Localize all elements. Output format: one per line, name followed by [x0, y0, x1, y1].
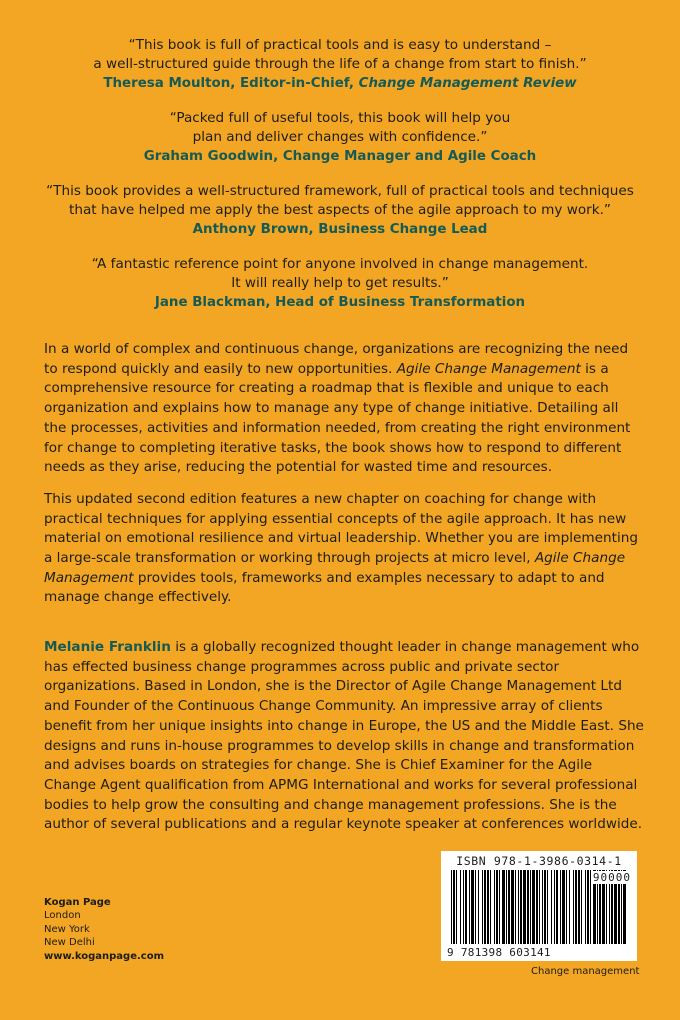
ean-digits: 9 781398 603141: [447, 946, 551, 959]
barcode-bar: [539, 870, 540, 944]
barcode-bar: [581, 870, 582, 944]
barcode-bar: [590, 870, 591, 944]
barcode-bar: [478, 870, 479, 944]
barcode-bar: [508, 870, 510, 944]
barcode-bar: [453, 870, 455, 944]
barcode-bar: [490, 870, 491, 944]
barcode-bar: [487, 870, 489, 944]
barcode-bar: [471, 870, 474, 944]
barcode-bar: [578, 870, 580, 944]
endorsement-4: [0, 255, 680, 312]
barcode-bar: [585, 870, 586, 944]
quote-attribution: Jane Blackman, Head of Business Transformation: [154, 295, 526, 310]
book-description: [44, 340, 644, 620]
barcode-bar: [484, 870, 486, 944]
barcode-bar: [506, 870, 507, 944]
barcode-bar: [451, 870, 452, 944]
author-name: Melanie Franklin: [44, 639, 171, 655]
quote-attribution: Theresa Moulton, Editor-in-Chief, Change Management Review: [103, 76, 577, 91]
barcode-bar: [569, 870, 570, 944]
category-label: Change management: [531, 966, 640, 977]
barcode-bar: [544, 870, 546, 944]
quote-attribution: Anthony Brown, Business Change Lead: [192, 222, 488, 237]
barcode-bar: [542, 870, 543, 944]
barcode-bar: [551, 870, 552, 944]
barcode-bar: [496, 870, 498, 944]
barcode-bar: [560, 870, 561, 944]
barcode-bar: [475, 870, 476, 944]
endorsement-1: [0, 36, 680, 93]
barcode-bar: [536, 870, 538, 944]
quote-attribution: Graham Goodwin, Change Manager and Agile Coach: [143, 149, 537, 164]
publisher-city: New York: [44, 923, 90, 935]
publisher-url: www.koganpage.com: [44, 950, 165, 962]
barcode-bar: [520, 870, 522, 944]
description-paragraph-2: This updated second edition features a new chapter on coaching for change with practical techniques for applying essential concepts of the agile approach. It has new material on emotional resilience and virtual leadership. Whether you are implementing a large-scale transformation or working through projects at micro level, Agile Change Management provides tools, frameworks and examples necessary to adapt to and manage change effectively.: [44, 490, 638, 606]
endorsements: [0, 36, 680, 328]
barcode-bar: [556, 870, 558, 944]
barcode-bar: [562, 870, 565, 944]
barcode-bar: [494, 870, 495, 944]
isbn-barcode: [441, 851, 637, 961]
quote-text: “This book provides a well-structured framework, full of practical tools and techniques that have helped me apply the best aspects of the agile approach to my work.”: [46, 183, 634, 218]
barcode-bar: [460, 870, 461, 944]
barcode-bar: [518, 870, 519, 944]
barcode-bar: [511, 870, 514, 944]
endorsement-2: [0, 109, 680, 166]
barcode-bar: [499, 870, 500, 944]
publisher-name: Kogan Page: [44, 897, 111, 908]
publisher-info: [44, 896, 164, 963]
publisher-city: London: [44, 910, 81, 922]
publication-title: Change Management Review: [358, 76, 577, 91]
barcode-bar: [482, 870, 483, 944]
barcode-bar: [523, 870, 526, 944]
barcode-bar: [463, 870, 464, 944]
barcode-bar: [530, 870, 531, 944]
endorsement-3: [0, 182, 680, 239]
barcode-bar: [456, 870, 457, 944]
description-paragraph-1: In a world of complex and continuous change, organizations are recognizing the need to respond quickly and easily to new opportunities. Agile Change Management is a comprehensive resource for creating a roadmap that is flexible and unique to each organization and explains how to manage any type of change initiative. Detailing all the processes, activities and information needed, from creating the right environment for change to completing iterative tasks, the book shows how to respond to different needs as they arise, reducing the potential for wasted time and resources.: [44, 341, 631, 476]
barcode-bar: [587, 870, 589, 944]
barcode-bar: [465, 870, 467, 944]
isbn-label: ISBN 978-1-3986-0314-1: [456, 854, 622, 868]
barcode-bar: [547, 870, 548, 944]
barcode-bar: [502, 870, 505, 944]
price-code: 90000: [592, 871, 631, 884]
quote-text: “This book is full of practical tools and is easy to understand – a well-structured guide through the life of a change from start to finish.”: [93, 37, 587, 72]
bio-text: is a globally recognized thought leader in change management who has effected business change programmes across public and private sector organizations. Based in London, she is the Director of Agile Change Management Ltd and Founder of the Continuous Change Community. An impressive array of clients benefit from her unique insights into change in Europe, the US and the Middle East. She designs and runs in-house programmes to develop skills in change and transformation and advises boards on strategies for change. She is Chief Examiner for the Agile Change Agent qualification from APMG International and works for several professional bodies to help grow the consulting and change management professions. She is the author of several publications and a regular keynote speaker at conferences worldwide.: [44, 639, 644, 833]
quote-text: “A fantastic reference point for anyone involved in change management. It will really help to get results.”: [91, 256, 589, 291]
publisher-city: New Delhi: [44, 937, 95, 949]
barcode-bar: [573, 870, 574, 944]
barcode-bar: [575, 870, 577, 944]
barcode-bar: [515, 870, 516, 944]
author-bio: [44, 638, 644, 835]
quote-text: “Packed full of useful tools, this book will help you plan and deliver changes with confidence.”: [169, 110, 511, 145]
barcode-bar: [469, 870, 470, 944]
barcode-bar: [554, 870, 555, 944]
barcode-bar: [532, 870, 535, 944]
barcode-bar: [527, 870, 529, 944]
barcode-bar: [566, 870, 567, 944]
